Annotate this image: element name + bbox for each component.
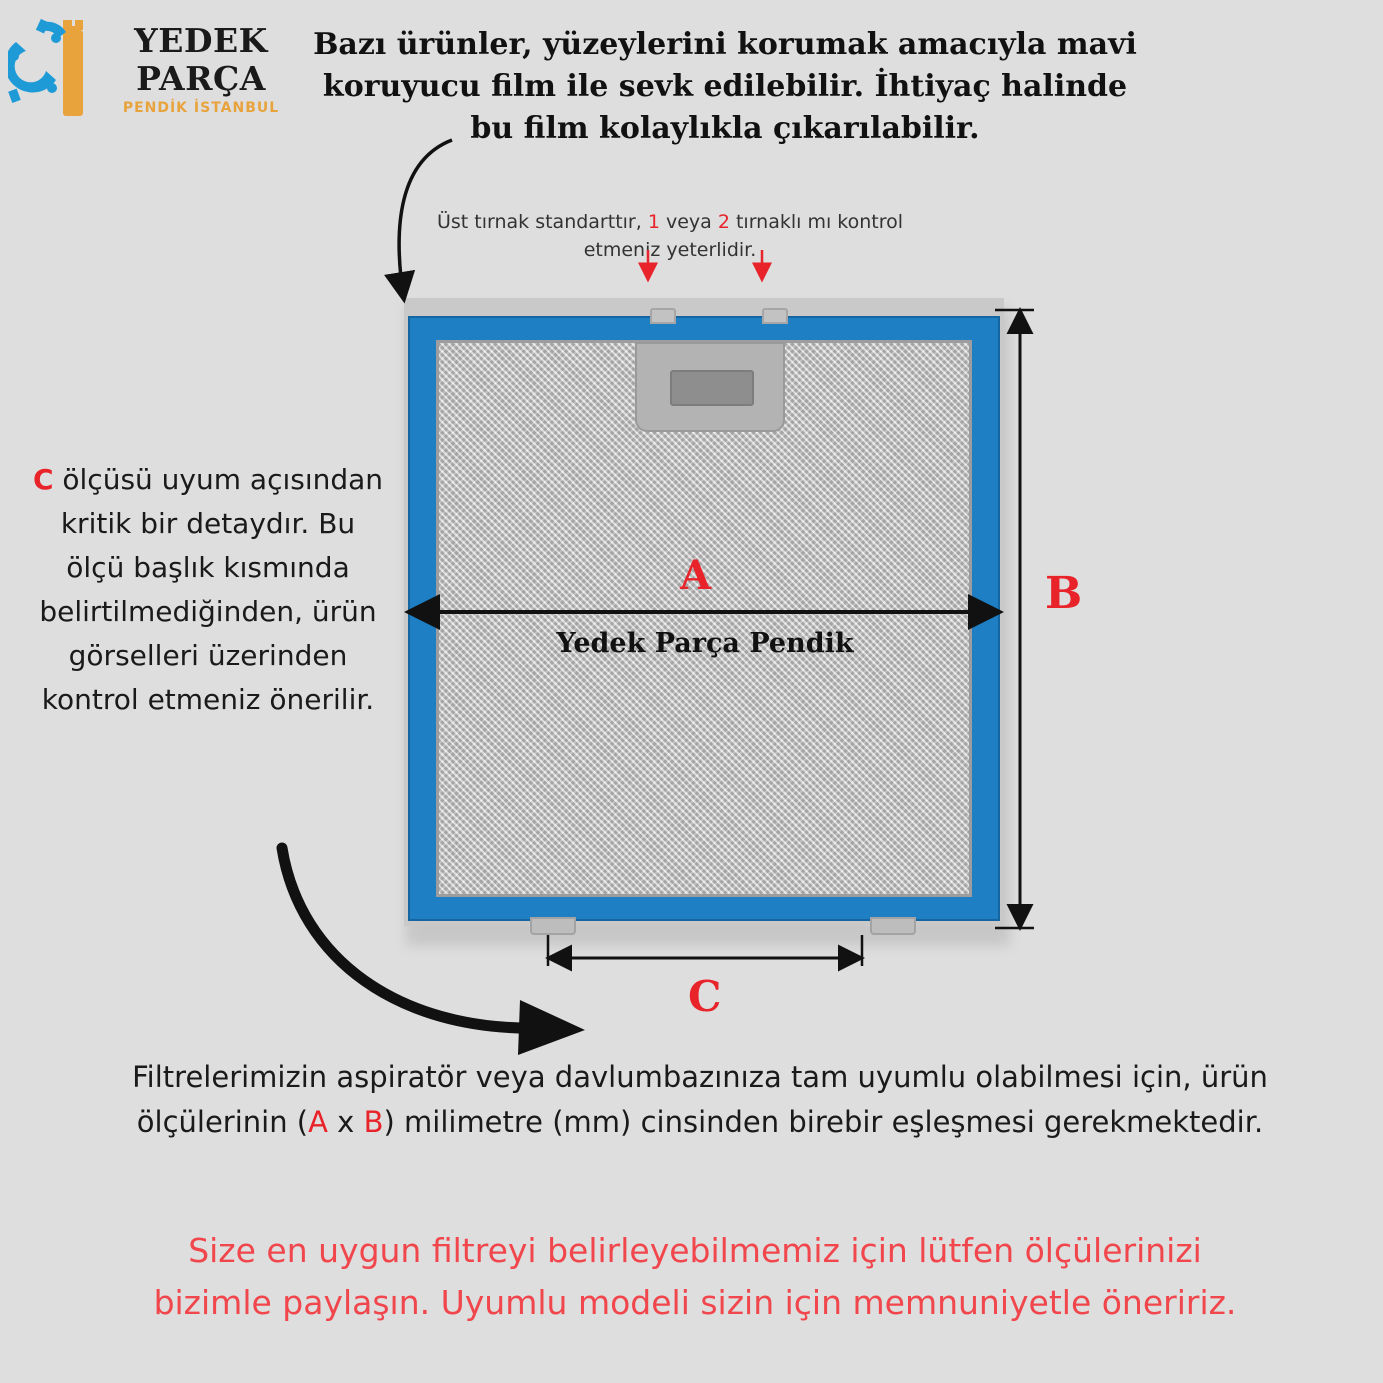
- handle-slot: [670, 370, 754, 406]
- call-to-action-text: Size en uygun filtreyi belirleyebilmemiz için lütfen ölçülerinizi bizimle paylaşın. Uyumlu modeli sizin için memnuniyetle öneririz.: [153, 1231, 1237, 1322]
- dimension-label-b: B: [1045, 568, 1083, 619]
- tab-count-note: [430, 208, 910, 264]
- logo-line-2: PARÇA: [136, 59, 266, 98]
- top-heading: Bazı ürünler, yüzeylerini korumak amacıyla mavi koruyucu film ile sevk edilebilir. İhtiyaç halinde bu film kolaylıkla çıkarılabilir.: [313, 27, 1137, 146]
- tab-note-part3: tırnaklı mı kontrol etmeniz yeterlidir.: [583, 211, 904, 261]
- filter-handle: [635, 342, 785, 432]
- bottom-tab-2: [870, 917, 916, 935]
- tab-note-part1: Üst tırnak standarttır,: [436, 211, 648, 233]
- logo-line-1: YEDEK: [134, 21, 268, 60]
- bottom-paragraph-x: x: [327, 1105, 364, 1139]
- top-tab-1: [650, 308, 676, 324]
- filter-watermark: Yedek Parça Pendik: [556, 628, 854, 659]
- filter-frame: [408, 316, 1000, 921]
- dimension-label-a: A: [680, 552, 712, 599]
- tab-note-num2: 2: [717, 211, 730, 233]
- logo-subtitle: PENDİK İSTANBUL: [122, 100, 280, 116]
- left-paragraph-letter: C: [32, 463, 54, 496]
- bottom-paragraph-dim-b: B: [363, 1105, 384, 1139]
- bottom-tab-1: [530, 917, 576, 935]
- wrench-gear-icon: [8, 12, 108, 130]
- filter-illustration: [398, 288, 1018, 958]
- brand-logo: [8, 8, 298, 133]
- top-tab-2: [762, 308, 788, 324]
- bottom-paragraph: [110, 1055, 1290, 1145]
- bottom-paragraph-dim-a: A: [308, 1105, 328, 1139]
- bottom-paragraph-part2: ) milimetre (mm) cinsinden birebir eşleşmesi gerekmektedir.: [383, 1105, 1264, 1139]
- left-paragraph: [28, 458, 388, 722]
- tab-note-num1: 1: [647, 211, 660, 233]
- dimension-label-c: C: [688, 972, 722, 1021]
- bottom-paragraph-part1: Filtrelerimizin aspiratör veya davlumbazınıza tam uyumlu olabilmesi için, ürün ölçülerinin (: [132, 1060, 1268, 1139]
- left-paragraph-text: ölçüsü uyum açısından kritik bir detaydır. Bu ölçü başlık kısmında belirtilmediğinden, ürün görselleri üzerinden kontrol etmeniz önerilir.: [39, 463, 384, 716]
- tab-note-part2: veya: [659, 211, 718, 233]
